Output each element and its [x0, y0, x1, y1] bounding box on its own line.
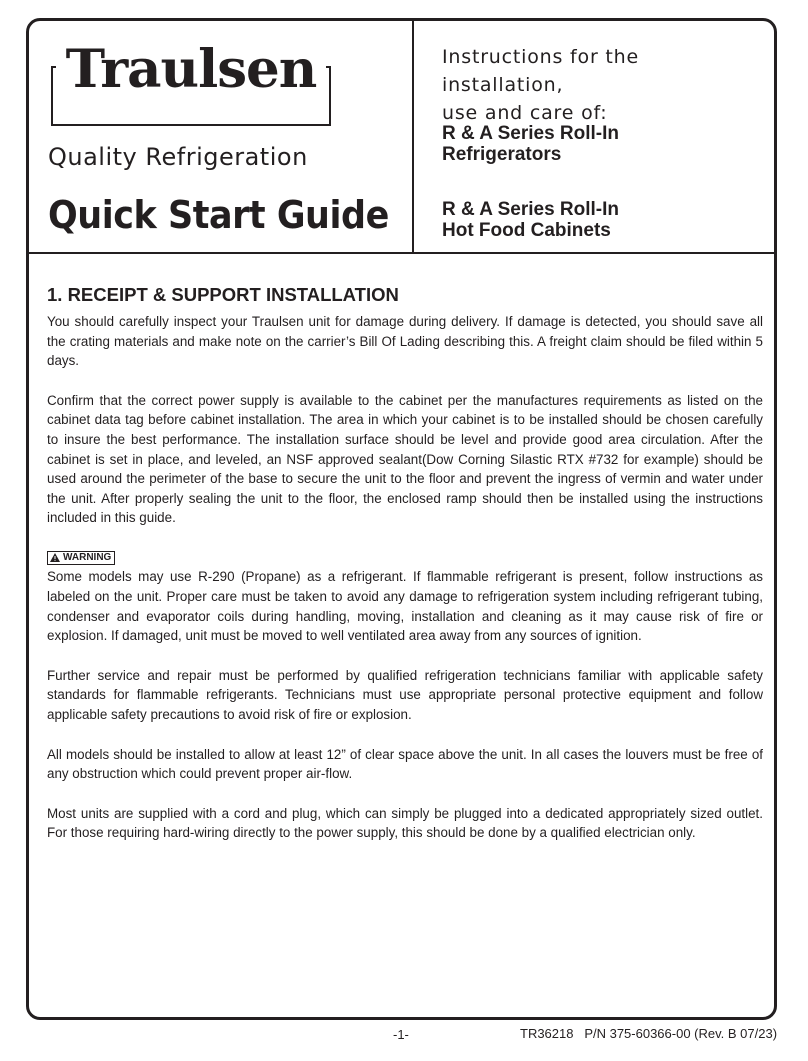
product-1-line-1: R & A Series Roll-In [442, 123, 620, 144]
paragraph-inspection: You should carefully inspect your Traulsen unit for damage during delivery. If damage is detected, you should save all the crating materials and make note on the carrier’s Bill Of Lading describing this. A freight claim should be filed within 5 days. [47, 314, 763, 369]
product-2-line-1: R & A Series Roll-In [442, 199, 620, 220]
tagline: Quality Refrigeration [48, 143, 308, 171]
page-number: -1- [393, 1027, 409, 1042]
product-hot-food-cabinets [442, 199, 742, 241]
paragraph-service: Further service and repair must be performed by qualified refrigeration technicians familiar with applicable safety standards for flammable refrigerants. Technicians must use appropriate personal protective equipment and follow applicable safety precautions to avoid risk of fire or explosion. [47, 667, 763, 722]
paragraph-power-supply: Confirm that the correct power supply is available to the cabinet per the manufactures requirements as listed on the cabinet data tag before cabinet installation. The area in which your cabinet is to be installed should be chosen carefully to insure the best performance. The installation surface should be level and provide good area circulation. After the cabinet is set in place, and leveled, an NSF approved sealant(Dow Corning Silastic RTX #732 for example) should be used around the perimeter of the base to secure the unit to the floor and prevent the ingress of vermin and water under the unit. After properly sealing the unit to the floor, the enclosed ramp should then be installed using the instructions included in this guide. [47, 392, 763, 526]
paragraph-refrigerant-warning: Some models may use R-290 (Propane) as a refrigerant. If flammable refrigerant is present, follow instructions as labeled on the unit. Proper care must be taken to avoid any damage to refrigeration system including refrigerant tubing, condenser and evaporator coils during handling, moving, installation and cleaning as it may cause risk of fire or explosion. If damaged, unit must be moved to well ventilated area away from any sources of ignition. [47, 569, 763, 644]
product-1-line-2: Refrigerators [442, 144, 562, 165]
paragraph-electrical: Most units are supplied with a cord and plug, which can simply be plugged into a dedicated appropriately sized outlet. For those requiring hard-wiring directly to the power supply, this should be done by a qualified electrician only. [47, 805, 763, 841]
brand-logo: Traulsen [65, 39, 317, 100]
warning-label: WARNING [63, 551, 112, 563]
header-divider [26, 252, 777, 254]
instructions-line-2: use and care of: [442, 102, 608, 124]
receipt-section [47, 284, 763, 843]
document-id: TR36218 P/N 375-60366-00 (Rev. B 07/23) [520, 1026, 778, 1041]
warning-badge [47, 551, 115, 565]
guide-title: Quick Start Guide [48, 193, 389, 237]
section-title: 1. RECEIPT & SUPPORT INSTALLATION [47, 284, 399, 305]
header-divider-vertical [412, 21, 414, 253]
product-refrigerators [442, 123, 742, 165]
warning-triangle-icon [50, 553, 60, 562]
instructions-heading [442, 43, 762, 127]
paragraph-clearance: All models should be installed to allow at least 12” of clear space above the unit. In all cases the louvers must be free of any obstruction which could prevent proper air-flow. [47, 746, 763, 782]
product-2-line-2: Hot Food Cabinets [442, 220, 611, 241]
instructions-line-1: Instructions for the installation, [442, 46, 639, 96]
